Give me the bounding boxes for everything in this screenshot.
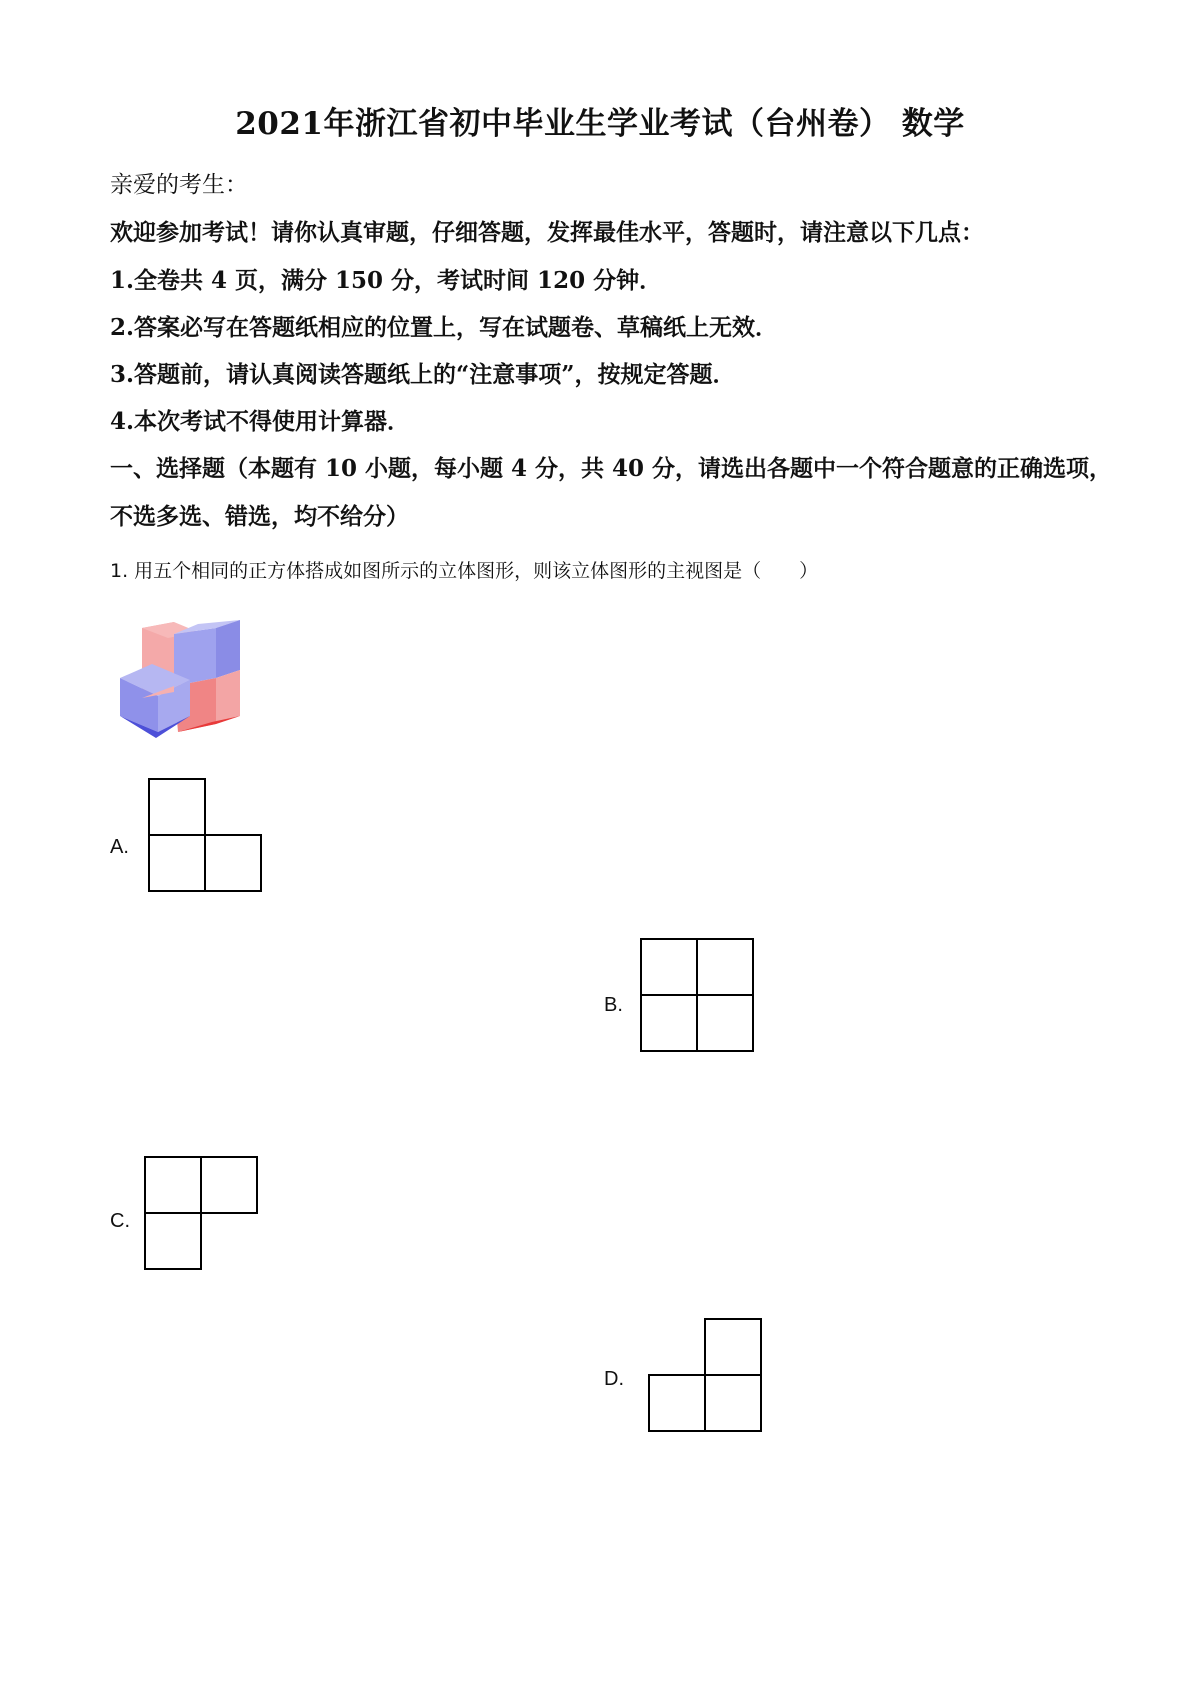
grid-square (696, 994, 754, 1052)
grid-square (640, 938, 698, 996)
rule-3: 3.答题前，请认真阅读答题纸上的“注意事项”，按规定答题． (110, 361, 736, 388)
grid-square (640, 994, 698, 1052)
grid-square (148, 834, 206, 892)
grid-square (204, 834, 262, 892)
grid-square (148, 778, 206, 836)
grid-square (704, 1318, 762, 1376)
option-b-figure[interactable] (640, 938, 760, 1058)
grid-square (696, 938, 754, 996)
cube-face (216, 620, 240, 678)
grid-square (704, 1374, 762, 1432)
section-heading-cont: 不选多选、错选，均不给分） (110, 503, 409, 530)
rule-4: 4.本次考试不得使用计算器． (110, 408, 411, 435)
option-a-figure[interactable] (148, 778, 268, 898)
intro-text: 欢迎参加考试！请你认真审题，仔细答题，发挥最佳水平，答题时，请注意以下几点： (110, 219, 984, 246)
question-1-text: 1. 用五个相同的正方体搭成如图所示的立体图形，则该立体图形的主视图是（ ） (110, 560, 819, 582)
cube-stack-figure (112, 620, 252, 740)
greeting-text: 亲爱的考生： (110, 172, 248, 198)
grid-square (144, 1156, 202, 1214)
option-c-figure[interactable] (144, 1156, 264, 1276)
option-b-label[interactable]: B. (604, 994, 623, 1016)
page-title: 2021年浙江省初中毕业生学业考试（台州卷） 数学 (235, 106, 965, 142)
option-d-label[interactable]: D. (604, 1368, 624, 1390)
grid-square (144, 1212, 202, 1270)
option-c-label[interactable]: C. (110, 1210, 130, 1232)
option-a-label[interactable]: A. (110, 836, 129, 858)
option-d-figure[interactable] (648, 1318, 768, 1438)
rule-1: 1.全卷共 4 页，满分 150 分，考试时间 120 分钟． (110, 267, 663, 294)
cube-face (216, 670, 240, 724)
grid-square (200, 1156, 258, 1214)
rule-2: 2.答案必写在答题纸相应的位置上，写在试题卷、草稿纸上无效． (110, 314, 779, 341)
grid-square (648, 1374, 706, 1432)
section-heading: 一、选择题（本题有 10 小题，每小题 4 分，共 40 分，请选出各题中一个符合题意的正确选项， (110, 455, 1113, 482)
